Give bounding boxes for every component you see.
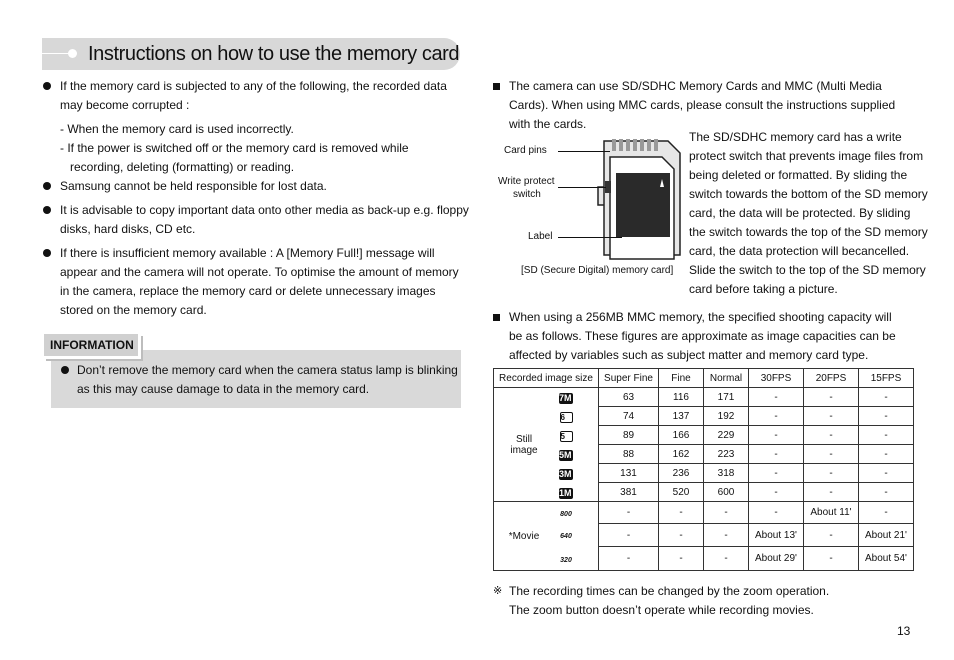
- table-cell: -: [859, 426, 914, 445]
- size-1m-icon: 1M: [559, 488, 572, 498]
- size-3m-icon: 3M: [559, 469, 572, 479]
- square-bullet-icon: [493, 314, 500, 321]
- label-write-protect: Write protect: [498, 176, 555, 187]
- label-label: Label: [528, 231, 553, 242]
- sd-card-illustration: [590, 135, 686, 261]
- table-cell: 63: [599, 388, 659, 407]
- title-decor-dot: [68, 49, 77, 58]
- table-cell: -: [749, 426, 804, 445]
- table-cell: 520: [659, 483, 704, 502]
- table-header: 20FPS: [804, 369, 859, 388]
- movie-320-icon: 320: [560, 556, 572, 564]
- table-cell: About 21': [859, 524, 914, 547]
- sd-text: protect switch that prevents image files from: [689, 149, 924, 163]
- page-number: 13: [897, 624, 911, 638]
- table-cell: 171: [704, 388, 749, 407]
- bullet-icon: [43, 249, 51, 257]
- leader-line: [558, 151, 610, 152]
- bullet-text: stored on the memory card.: [60, 303, 207, 317]
- table-cell: -: [749, 464, 804, 483]
- bullet-text: may become corrupted :: [60, 98, 190, 112]
- table-cell: -: [749, 388, 804, 407]
- section-text: affected by variables such as subject matter and memory card type.: [509, 348, 869, 362]
- bullet-icon: [61, 366, 69, 374]
- bullet-text: in the camera, replace the memory card or delete unnecessary images: [60, 284, 436, 298]
- dash-item: - When the memory card is used incorrectly.: [60, 122, 294, 136]
- table-cell: -: [804, 547, 859, 571]
- label-write-protect-2: switch: [513, 189, 541, 200]
- sd-text: card before taking a picture.: [689, 282, 838, 296]
- table-header: Recorded image size: [494, 369, 599, 388]
- bullet-text: Samsung cannot be held responsible for lost data.: [60, 179, 327, 193]
- table-cell: -: [804, 445, 859, 464]
- size-icon-column: [553, 389, 579, 572]
- table-cell: -: [859, 483, 914, 502]
- table-cell: 192: [704, 407, 749, 426]
- table-cell: -: [659, 547, 704, 571]
- table-cell: -: [749, 483, 804, 502]
- movie-label: *Movie: [508, 530, 540, 542]
- table-header: Super Fine: [599, 369, 659, 388]
- table-cell: -: [659, 502, 704, 524]
- table-cell: 223: [704, 445, 749, 464]
- table-cell: -: [859, 388, 914, 407]
- size-7m-icon: 7M: [559, 393, 572, 403]
- table-cell: -: [804, 483, 859, 502]
- table-cell: -: [599, 502, 659, 524]
- movie-640-icon: 640: [560, 533, 572, 540]
- table-cell: -: [859, 445, 914, 464]
- size-6m-icon: 6: [560, 412, 573, 423]
- sd-text: Slide the switch to the top of the SD memory: [689, 263, 926, 277]
- bullet-icon: [43, 206, 51, 214]
- table-cell: 89: [599, 426, 659, 445]
- section-text: be as follows. These figures are approximate as image capacities can be: [509, 329, 896, 343]
- table-header: 30FPS: [749, 369, 804, 388]
- size-5m-icon: 5M: [559, 450, 572, 460]
- table-cell: -: [749, 502, 804, 524]
- still-label: image: [510, 444, 538, 456]
- page-title: Instructions on how to use the memory card: [88, 43, 460, 65]
- table-cell: -: [804, 464, 859, 483]
- sd-text: The SD/SDHC memory card has a write: [689, 130, 902, 144]
- table-cell: -: [704, 547, 749, 571]
- table-cell: About 11': [804, 502, 859, 524]
- table-cell: About 54': [859, 547, 914, 571]
- section-text: The camera can use SD/SDHC Memory Cards and MMC (Multi Media: [509, 79, 882, 93]
- table-cell: -: [749, 445, 804, 464]
- still-label: Still: [515, 433, 533, 445]
- table-cell: -: [804, 524, 859, 547]
- table-cell: 229: [704, 426, 749, 445]
- table-cell: -: [859, 464, 914, 483]
- bullet-text: If the memory card is subjected to any of the following, the recorded data: [60, 79, 447, 93]
- table-header: 15FPS: [859, 369, 914, 388]
- table-cell: -: [704, 524, 749, 547]
- section-text: with the cards.: [509, 117, 587, 131]
- table-cell: -: [659, 524, 704, 547]
- bullet-text: It is advisable to copy important data onto other media as back-up e.g. floppy: [60, 203, 469, 217]
- table-cell: 131: [599, 464, 659, 483]
- bullet-icon: [43, 182, 51, 190]
- table-cell: -: [599, 547, 659, 571]
- section-text: Cards). When using MMC cards, please consult the instructions supplied: [509, 98, 896, 112]
- table-header-row: [494, 369, 914, 388]
- sd-text: the switch towards the top of the SD memory: [689, 225, 928, 239]
- sd-text: card, the data will be protected. By sliding: [689, 206, 911, 220]
- table-cell: About 13': [749, 524, 804, 547]
- table-cell: -: [804, 426, 859, 445]
- table-cell: 166: [659, 426, 704, 445]
- section-text: When using a 256MB MMC memory, the specified shooting capacity will: [509, 310, 892, 324]
- table-cell: About 29': [749, 547, 804, 571]
- table-header: Normal: [704, 369, 749, 388]
- movie-cell: [494, 502, 599, 571]
- table-cell: 162: [659, 445, 704, 464]
- label-card-pins: Card pins: [504, 145, 547, 156]
- sd-text: switch towards the bottom of the SD memory: [689, 187, 928, 201]
- table-cell: 600: [704, 483, 749, 502]
- note-text: The zoom button doesn’t operate while recording movies.: [509, 603, 814, 617]
- leader-line: [558, 187, 606, 188]
- table-cell: 137: [659, 407, 704, 426]
- table-cell: 116: [659, 388, 704, 407]
- bullet-icon: [43, 82, 51, 90]
- size-5m-wide-icon: 5: [560, 431, 573, 442]
- sd-text: being deleted or formatted. By sliding the: [689, 168, 908, 182]
- figure-caption: [SD (Secure Digital) memory card]: [521, 265, 674, 276]
- still-image-cell: [494, 388, 599, 502]
- table-cell: 88: [599, 445, 659, 464]
- table-cell: 236: [659, 464, 704, 483]
- table-cell: 74: [599, 407, 659, 426]
- note-mark: ※: [493, 585, 503, 597]
- table-cell: -: [749, 407, 804, 426]
- bullet-text: appear and the camera will not operate. To optimise the amount of memory: [60, 265, 459, 279]
- table-cell: -: [804, 388, 859, 407]
- dash-item: recording, deleting (formatting) or reading.: [70, 160, 295, 174]
- table-cell: 381: [599, 483, 659, 502]
- table-cell: -: [859, 407, 914, 426]
- table-cell: -: [704, 502, 749, 524]
- information-label-text: INFORMATION: [50, 338, 134, 352]
- info-text: Don’t remove the memory card when the camera status lamp is blinking: [77, 363, 458, 377]
- information-label: [44, 334, 141, 359]
- note-text: The recording times can be changed by the zoom operation.: [509, 584, 830, 598]
- table-cell: -: [859, 502, 914, 524]
- table-cell: 318: [704, 464, 749, 483]
- info-text: as this may cause damage to data in the memory card.: [77, 382, 370, 396]
- sd-text: card, the data protection will becancelled.: [689, 244, 910, 258]
- square-bullet-icon: [493, 83, 500, 90]
- table-cell: -: [804, 407, 859, 426]
- table-header: Fine: [659, 369, 704, 388]
- movie-800-icon: 800: [560, 510, 572, 518]
- dash-item: - If the power is switched off or the memory card is removed while: [60, 141, 409, 155]
- leader-line: [558, 237, 622, 238]
- bullet-text: If there is insufficient memory available : A [Memory Full!] message will: [60, 246, 435, 260]
- bullet-text: disks, hard disks, CD etc.: [60, 222, 196, 236]
- table-cell: -: [599, 524, 659, 547]
